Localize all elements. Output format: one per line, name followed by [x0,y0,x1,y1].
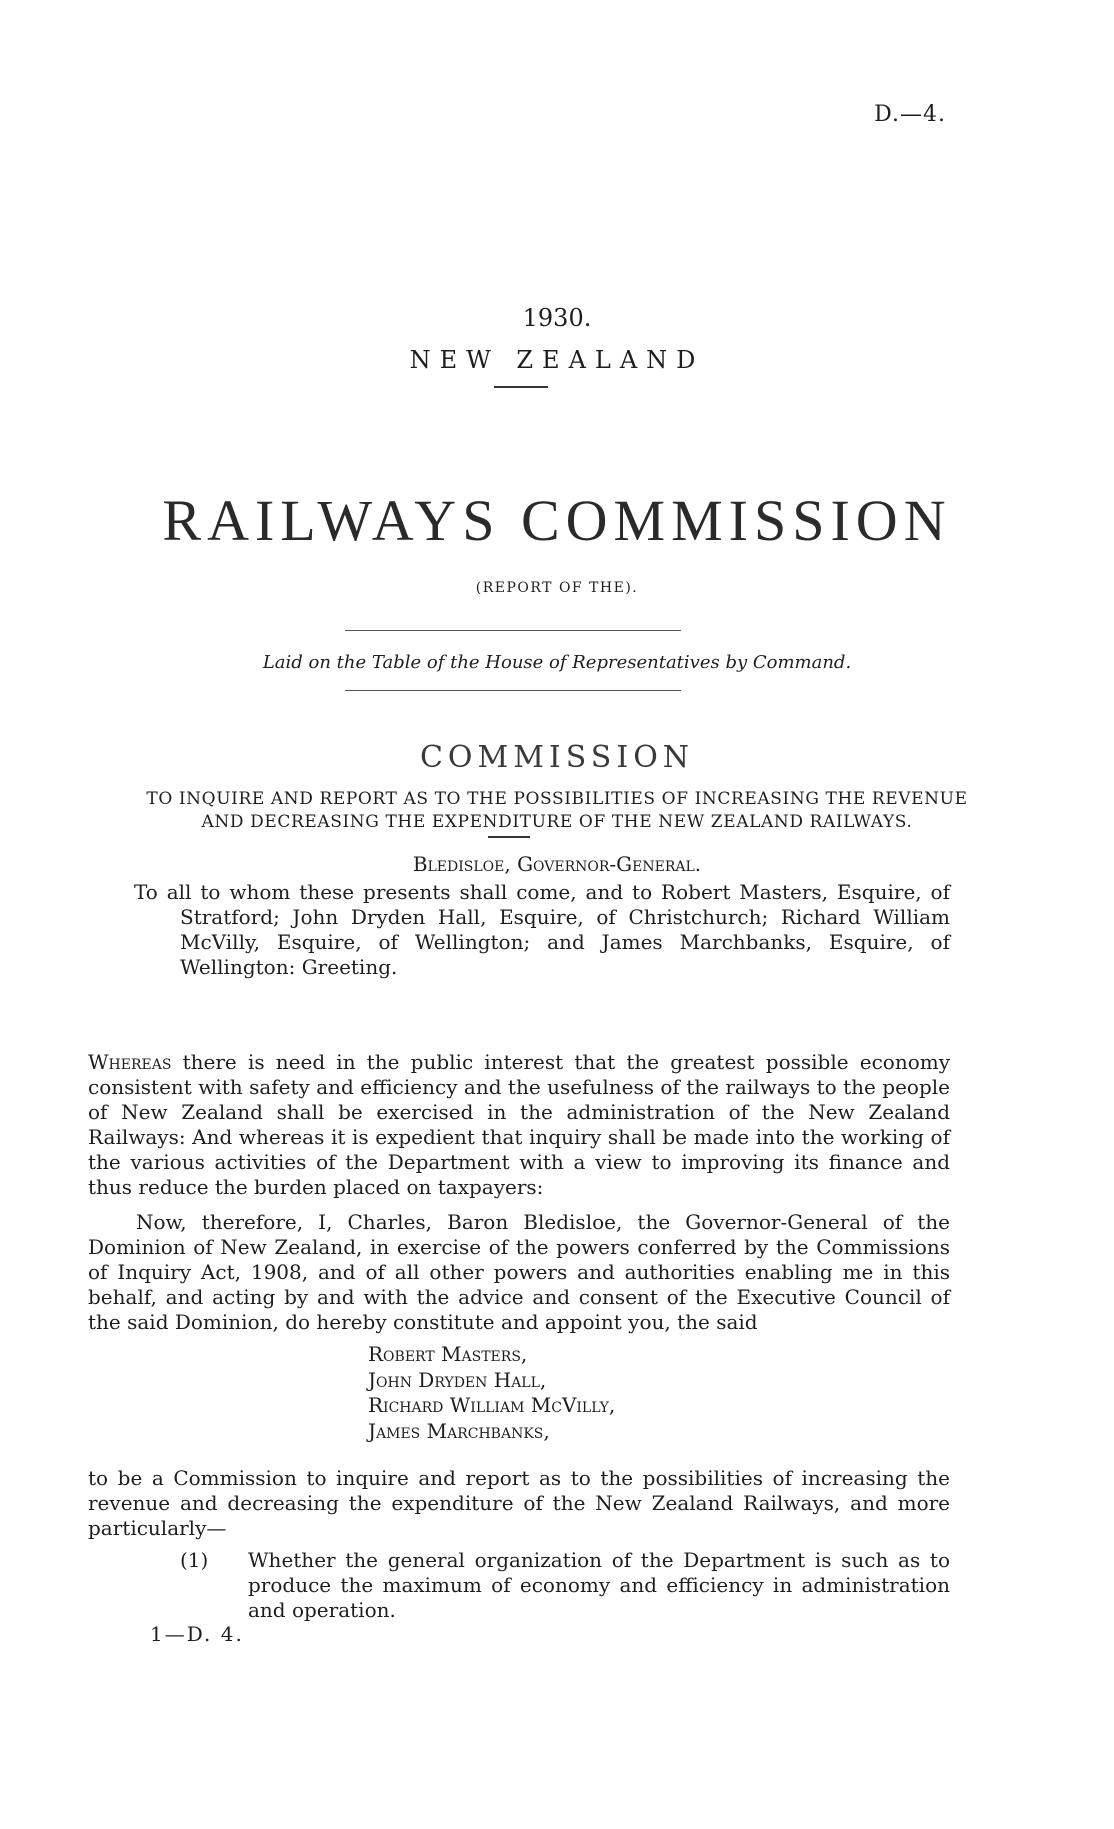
commissioner-name: James Marchbanks, [368,1418,550,1443]
now-therefore-paragraph: Now, therefore, I, Charles, Baron Bledisloe, the Governor-General of the Dominion of New Zealand, in exercise of the powers conferred by the Commissions of Inquiry Act, 1908, and of all other powers and authorities enabling me in this behalf, and acting by and with the advice and consent of the Executive Council of the said Dominion, do hereby constitute and appoint you, the said [88,1210,950,1334]
whereas-lead: Whereas [88,1050,172,1074]
commission-purpose [0,788,1114,834]
document-reference: D.—4. [874,102,946,127]
subtitle: (REPORT OF THE). [475,580,639,596]
divider-lower [345,690,681,691]
commissioner-name: Richard William McVilly, [368,1393,616,1417]
year: 1930. [522,304,592,332]
governor-general-line: Bledisloe, Governor-General. [412,852,702,876]
commissioner-names [368,1342,615,1444]
page-footer-mark: 1—D. 4. [150,1622,244,1646]
country-heading: NEW ZEALAND [409,346,705,374]
addressee-paragraph [134,880,950,980]
commissioner-name: Robert Masters, [368,1342,528,1366]
to-be-commission-paragraph: to be a Commission to inquire and report as to the possibilities of increasing the revenue and decreasing the expenditure of the New Zealand Railways, and more particularly— [88,1466,950,1540]
divider-upper [345,630,681,631]
whereas-paragraph [88,1050,950,1200]
purpose-line-1: TO INQUIRE AND REPORT AS TO THE POSSIBILITIES OF INCREASING THE REVENUE [146,789,968,809]
list-item-number: (1) [180,1548,209,1572]
divider-commission [488,836,530,838]
purpose-line-2: AND DECREASING THE EXPENDITURE OF THE NEW ZEALAND RAILWAYS. [201,812,913,832]
main-title: RAILWAYS COMMISSION [162,488,952,553]
addressee-text: To all to whom these presents shall come, and to Robert Masters, Esquire, of Stratford; John Dryden Hall, Esquire, of Christchurch; Richard William McVilly, Esquire, of Wellington; and James Marchbanks, Esquire, of Wellington: Greeting. [134,880,950,979]
laid-on-table-line: Laid on the Table of the House of Representatives by Command. [262,652,852,673]
whereas-text: there is need in the public interest that the greatest possible economy consistent with safety and efficiency and the usefulness of the railways to the people of New Zealand shall be exercised in the administration of the New Zealand Railways: And whereas it is expedient that inquiry shall be made into the working of the various activities of the Department with a view to improving its finance and thus reduce the burden placed on taxpayers: [88,1050,950,1199]
commissioner-name: John Dryden Hall, [368,1367,547,1392]
commission-heading: COMMISSION [419,740,695,775]
divider-short [494,386,548,388]
list-item [180,1548,950,1623]
list-item-text: Whether the general organization of the Department is such as to produce the maximum of economy and efficiency in administration and operation. [248,1548,950,1622]
